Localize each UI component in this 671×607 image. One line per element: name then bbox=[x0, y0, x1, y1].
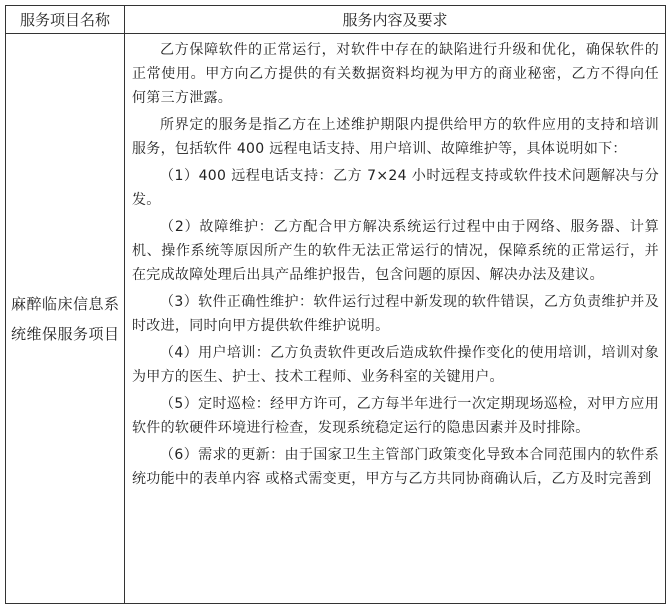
header-service-content: 服务内容及要求 bbox=[125, 6, 666, 34]
content-item-phone-support: （1）400 远程电话支持：乙方 7×24 小时远程支持或软件技术问题解决与分发。 bbox=[132, 168, 659, 208]
header-row bbox=[6, 6, 666, 34]
header-service-name: 服务项目名称 bbox=[6, 6, 125, 34]
content-item-correctness-maintenance: （3）软件正确性维护：软件运行过程中新发现的软件错误，乙方负责维护并及时改进，同时向甲方提供软件维护说明。 bbox=[132, 294, 659, 334]
service-content-cell bbox=[125, 34, 666, 604]
service-content-body bbox=[132, 38, 659, 603]
service-row bbox=[6, 34, 666, 604]
service-name-cell: 麻醉临床信息系统维保服务项目 bbox=[6, 34, 125, 604]
content-paragraph-scope: 所界定的服务是指乙方在上述维护期限内提供给甲方的软件应用的支持和培训服务，包括软件 400 远程电话支持、用户培训、故障维护等，具体说明如下： bbox=[132, 117, 659, 157]
content-item-inspection: （5）定时巡检：经甲方许可，乙方每半年进行一次定期现场巡检，对甲方应用软件的软硬件环境进行检查，发现系统稳定运行的隐患因素并及时排除。 bbox=[132, 396, 659, 436]
content-item-fault-maintenance: （2）故障维护：乙方配合甲方解决系统运行过程中由于网络、服务器、计算机、操作系统等原因所产生的软件无法正常运行的情况，保障系统的正常运行，并在完成故障处理后出具产品维护报告，包含问题的原因、解决办法及建议。 bbox=[132, 219, 659, 283]
service-table bbox=[5, 5, 666, 604]
content-item-requirement-update: （6）需求的更新：由于国家卫生主管部门政策变化导致本合同范围内的软件系统功能中的表单内容 或格式需变更，甲方与乙方共同协商确认后，乙方及时完善到 bbox=[132, 447, 659, 487]
content-item-user-training: （4）用户培训：乙方负责软件更改后造成软件操作变化的使用培训，培训对象为甲方的医生、护士、技术工程师、业务科室的关键用户。 bbox=[132, 345, 659, 385]
content-paragraph-intro: 乙方保障软件的正常运行，对软件中存在的缺陷进行升级和优化，确保软件的正常使用。甲方向乙方提供的有关数据资料均视为甲方的商业秘密，乙方不得向任何第三方泄露。 bbox=[132, 42, 659, 106]
